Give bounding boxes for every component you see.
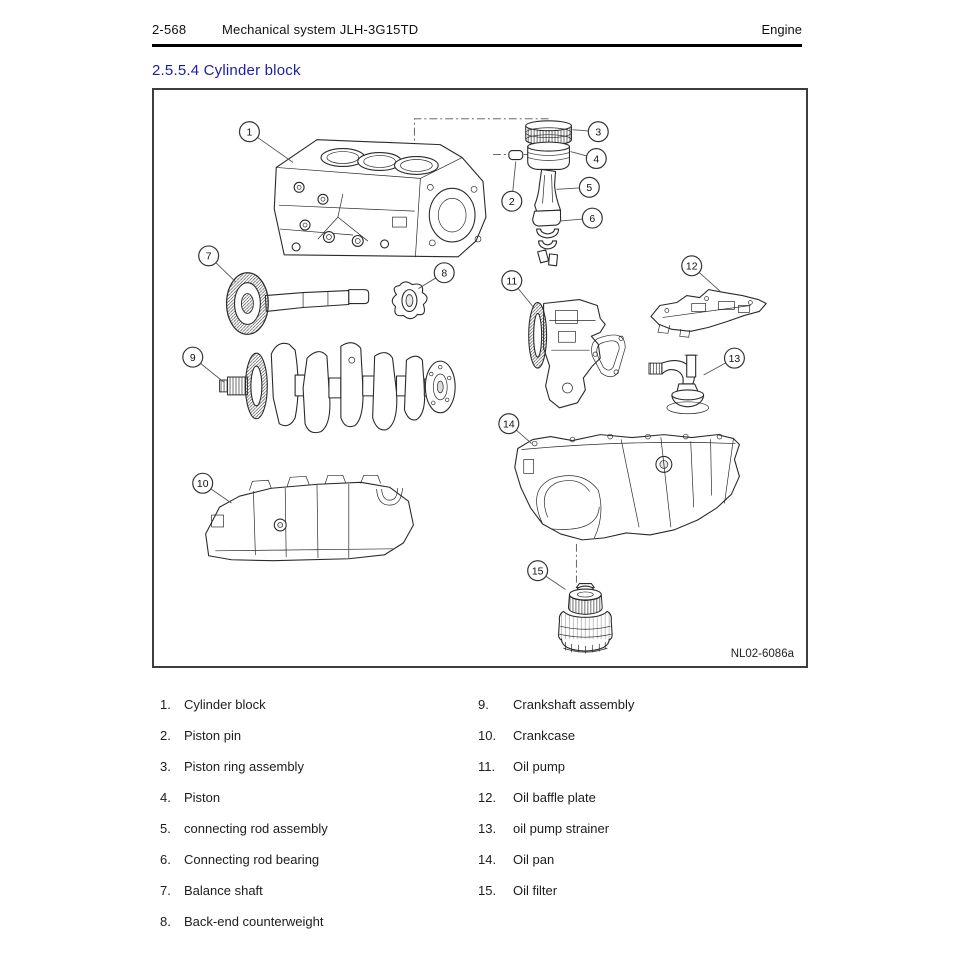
legend-item-label: Connecting rod bearing <box>184 852 320 867</box>
callout-15 <box>528 561 566 590</box>
legend-item-label: Oil baffle plate <box>513 790 596 805</box>
legend-item <box>160 883 460 914</box>
legend-item-number: 3. <box>160 759 171 774</box>
svg-text:15: 15 <box>531 566 544 578</box>
header-rule <box>152 44 802 47</box>
legend-item-number: 2. <box>160 728 171 743</box>
header-section-title: Mechanical system JLH-3G15TD <box>222 22 419 37</box>
callout-6 <box>560 208 603 228</box>
legend-item-number: 6. <box>160 852 171 867</box>
legend-item <box>478 697 778 728</box>
counterweight-drawing <box>392 282 427 319</box>
legend-item-label: Piston ring assembly <box>184 759 304 774</box>
legend-item <box>478 728 778 759</box>
legend-item <box>478 790 778 821</box>
legend-column-left <box>160 697 460 945</box>
legend-column-right <box>478 697 778 914</box>
callout-14 <box>499 414 532 444</box>
legend-item-label: Crankcase <box>513 728 576 743</box>
legend-item-number: 5. <box>160 821 171 836</box>
svg-text:2: 2 <box>508 197 515 209</box>
oil-filter-drawing <box>559 584 613 654</box>
callout-5 <box>557 177 600 197</box>
callout-2 <box>502 162 522 212</box>
callout-10 <box>193 473 232 503</box>
legend-item-label: Cylinder block <box>184 697 266 712</box>
legend-item <box>160 852 460 883</box>
legend-item-number: 13. <box>478 821 497 836</box>
legend-item-label: Crankshaft assembly <box>513 697 635 712</box>
legend-item-number: 14. <box>478 852 497 867</box>
page-number: 2-568 <box>152 22 187 37</box>
legend-item <box>478 821 778 852</box>
legend-item-label: Back-end counterweight <box>184 914 324 929</box>
legend-item-label: Balance shaft <box>184 883 263 898</box>
svg-text:8: 8 <box>441 268 448 280</box>
page-header <box>152 22 802 37</box>
section-title: 2.5.5.4 Cylinder block <box>152 62 301 79</box>
legend-item-label: Piston pin <box>184 728 242 743</box>
legend-item-number: 1. <box>160 697 171 712</box>
legend-item-number: 11. <box>478 759 496 774</box>
svg-text:5: 5 <box>586 183 593 195</box>
legend-item-number: 10. <box>478 728 497 743</box>
svg-text:14: 14 <box>503 419 515 431</box>
legend-item-label: Oil pan <box>513 852 555 867</box>
legend-item-number: 15. <box>478 883 497 898</box>
legend-item <box>160 914 460 945</box>
legend-item <box>160 697 460 728</box>
legend-item-number: 7. <box>160 883 171 898</box>
oil-pump-drawing <box>529 300 625 408</box>
oil-pump-strainer-drawing <box>649 355 709 414</box>
balance-shaft-drawing <box>227 273 369 335</box>
legend-item-label: Piston <box>184 790 221 805</box>
oil-baffle-plate-drawing <box>651 290 766 338</box>
legend-item-label: connecting rod assembly <box>184 821 328 836</box>
callout-12 <box>682 256 721 292</box>
callout-1 <box>239 122 293 163</box>
svg-text:1: 1 <box>246 127 253 139</box>
svg-text:4: 4 <box>593 154 600 166</box>
legend-item-label: Oil filter <box>513 883 558 898</box>
legend-item <box>160 728 460 759</box>
callout-11 <box>502 271 534 308</box>
crankshaft-drawing <box>220 343 456 433</box>
legend-item-number: 8. <box>160 914 171 929</box>
callout-8 <box>418 263 454 289</box>
legend-item <box>160 790 460 821</box>
legend-item <box>478 759 778 790</box>
cylinder-block-drawing <box>274 140 486 257</box>
figure-box <box>152 88 808 668</box>
callout-3 <box>572 122 608 142</box>
header-chapter: Engine <box>761 22 802 37</box>
legend-item-number: 12. <box>478 790 497 805</box>
callout-13 <box>704 348 745 375</box>
svg-text:7: 7 <box>205 251 212 263</box>
oil-pan-drawing <box>515 434 740 540</box>
svg-text:6: 6 <box>589 213 596 225</box>
legend-item-label: Oil pump <box>513 759 566 774</box>
svg-text:11: 11 <box>506 276 518 288</box>
legend-item <box>478 852 778 883</box>
svg-text:10: 10 <box>196 479 209 491</box>
svg-text:13: 13 <box>728 353 741 365</box>
engine-exploded-diagram <box>154 90 806 666</box>
legend-item <box>160 821 460 852</box>
callout-7 <box>199 246 236 282</box>
svg-text:12: 12 <box>685 261 698 273</box>
legend-item <box>160 759 460 790</box>
crankcase-drawing <box>206 475 414 560</box>
callout-9 <box>183 347 224 382</box>
legend-item-number: 4. <box>160 790 171 805</box>
svg-text:3: 3 <box>595 127 602 139</box>
figure-code-label: NL02-6086a <box>730 648 794 660</box>
legend-item-label: oil pump strainer <box>513 821 610 836</box>
legend-item <box>478 883 778 914</box>
legend-item-number: 9. <box>478 697 489 712</box>
svg-text:9: 9 <box>189 352 196 364</box>
callout-4 <box>570 149 606 169</box>
